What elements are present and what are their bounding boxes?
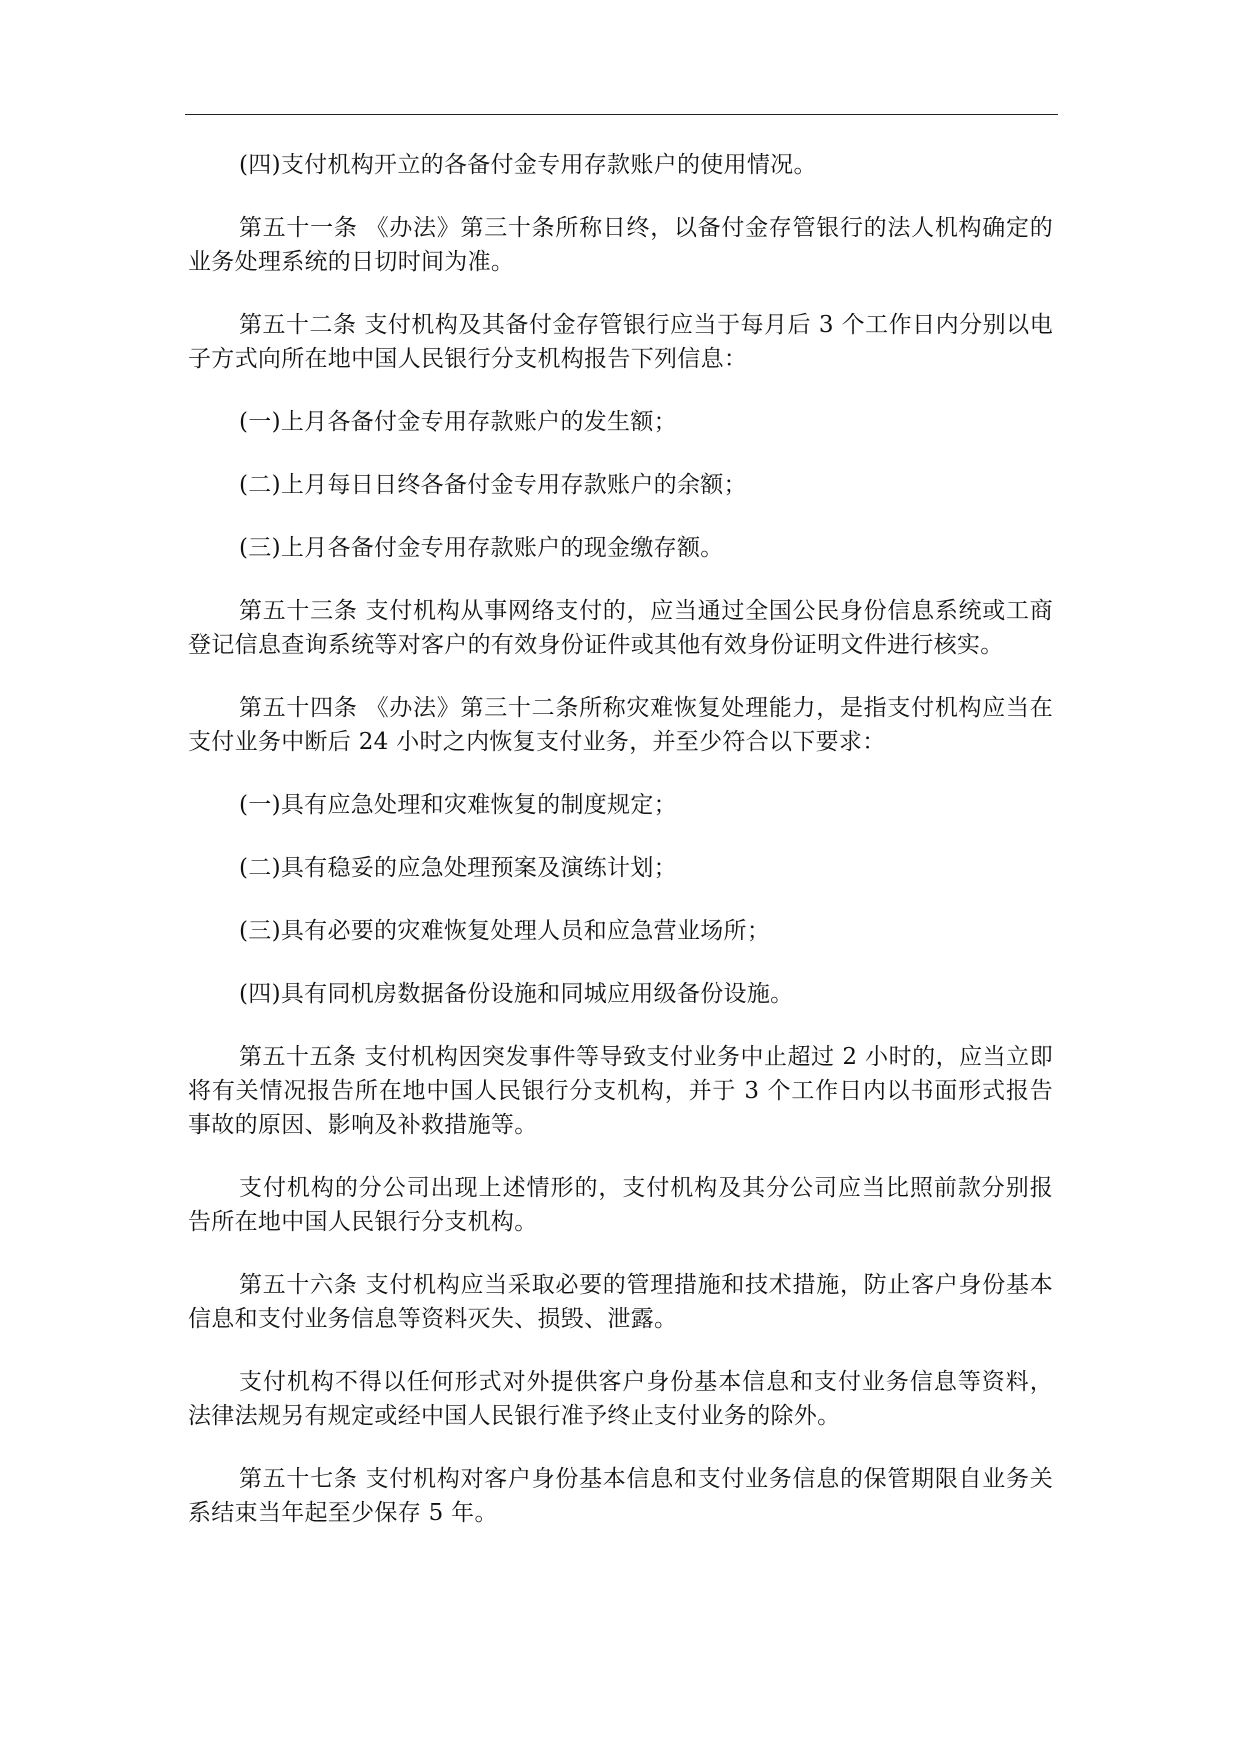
- document-body: [188, 148, 1053, 1559]
- header-rule: [185, 114, 1058, 115]
- paragraph: (三)上月各备付金专用存款账户的现金缴存额。: [239, 535, 724, 561]
- paragraph: (二)上月每日日终各备付金专用存款账户的余额；: [239, 472, 747, 498]
- paragraph: (四)具有同机房数据备份设施和同城应用级备份设施。: [239, 981, 794, 1007]
- paragraph: 第五十三条 支付机构从事网络支付的，应当通过全国公民身份信息系统或工商登记信息查询系统等对客户的有效身份证件或其他有效身份证明文件进行核实。: [188, 598, 1053, 658]
- paragraph: 第五十一条 《办法》第三十条所称日终，以备付金存管银行的法人机构确定的业务处理系统的日切时间为准。: [188, 215, 1053, 275]
- paragraph: 第五十七条 支付机构对客户身份基本信息和支付业务信息的保管期限自业务关系结束当年起至少保存 5 年。: [188, 1466, 1053, 1526]
- paragraph: (一)上月各备付金专用存款账户的发生额；: [239, 409, 677, 435]
- paragraph: 第五十五条 支付机构因突发事件等导致支付业务中止超过 2 小时的，应当立即将有关情况报告所在地中国人民银行分支机构，并于 3 个工作日内以书面形式报告事故的原因、影响及补救措施等。: [188, 1044, 1053, 1138]
- paragraph: (四)支付机构开立的各备付金专用存款账户的使用情况。: [239, 152, 817, 178]
- paragraph: 第五十二条 支付机构及其备付金存管银行应当于每月后 3 个工作日内分别以电子方式向所在地中国人民银行分支机构报告下列信息：: [188, 312, 1053, 372]
- paragraph: 第五十四条 《办法》第三十二条所称灾难恢复处理能力，是指支付机构应当在支付业务中断后 24 小时之内恢复支付业务，并至少符合以下要求：: [188, 695, 1053, 755]
- paragraph: 第五十六条 支付机构应当采取必要的管理措施和技术措施，防止客户身份基本信息和支付业务信息等资料灭失、损毁、泄露。: [188, 1272, 1053, 1332]
- paragraph: (一)具有应急处理和灾难恢复的制度规定；: [239, 792, 677, 818]
- paragraph: (二)具有稳妥的应急处理预案及演练计划；: [239, 855, 677, 881]
- paragraph: 支付机构不得以任何形式对外提供客户身份基本信息和支付业务信息等资料，法律法规另有规定或经中国人民银行准予终止支付业务的除外。: [188, 1369, 1053, 1429]
- paragraph: 支付机构的分公司出现上述情形的，支付机构及其分公司应当比照前款分别报告所在地中国人民银行分支机构。: [188, 1175, 1053, 1235]
- paragraph: (三)具有必要的灾难恢复处理人员和应急营业场所；: [239, 918, 771, 944]
